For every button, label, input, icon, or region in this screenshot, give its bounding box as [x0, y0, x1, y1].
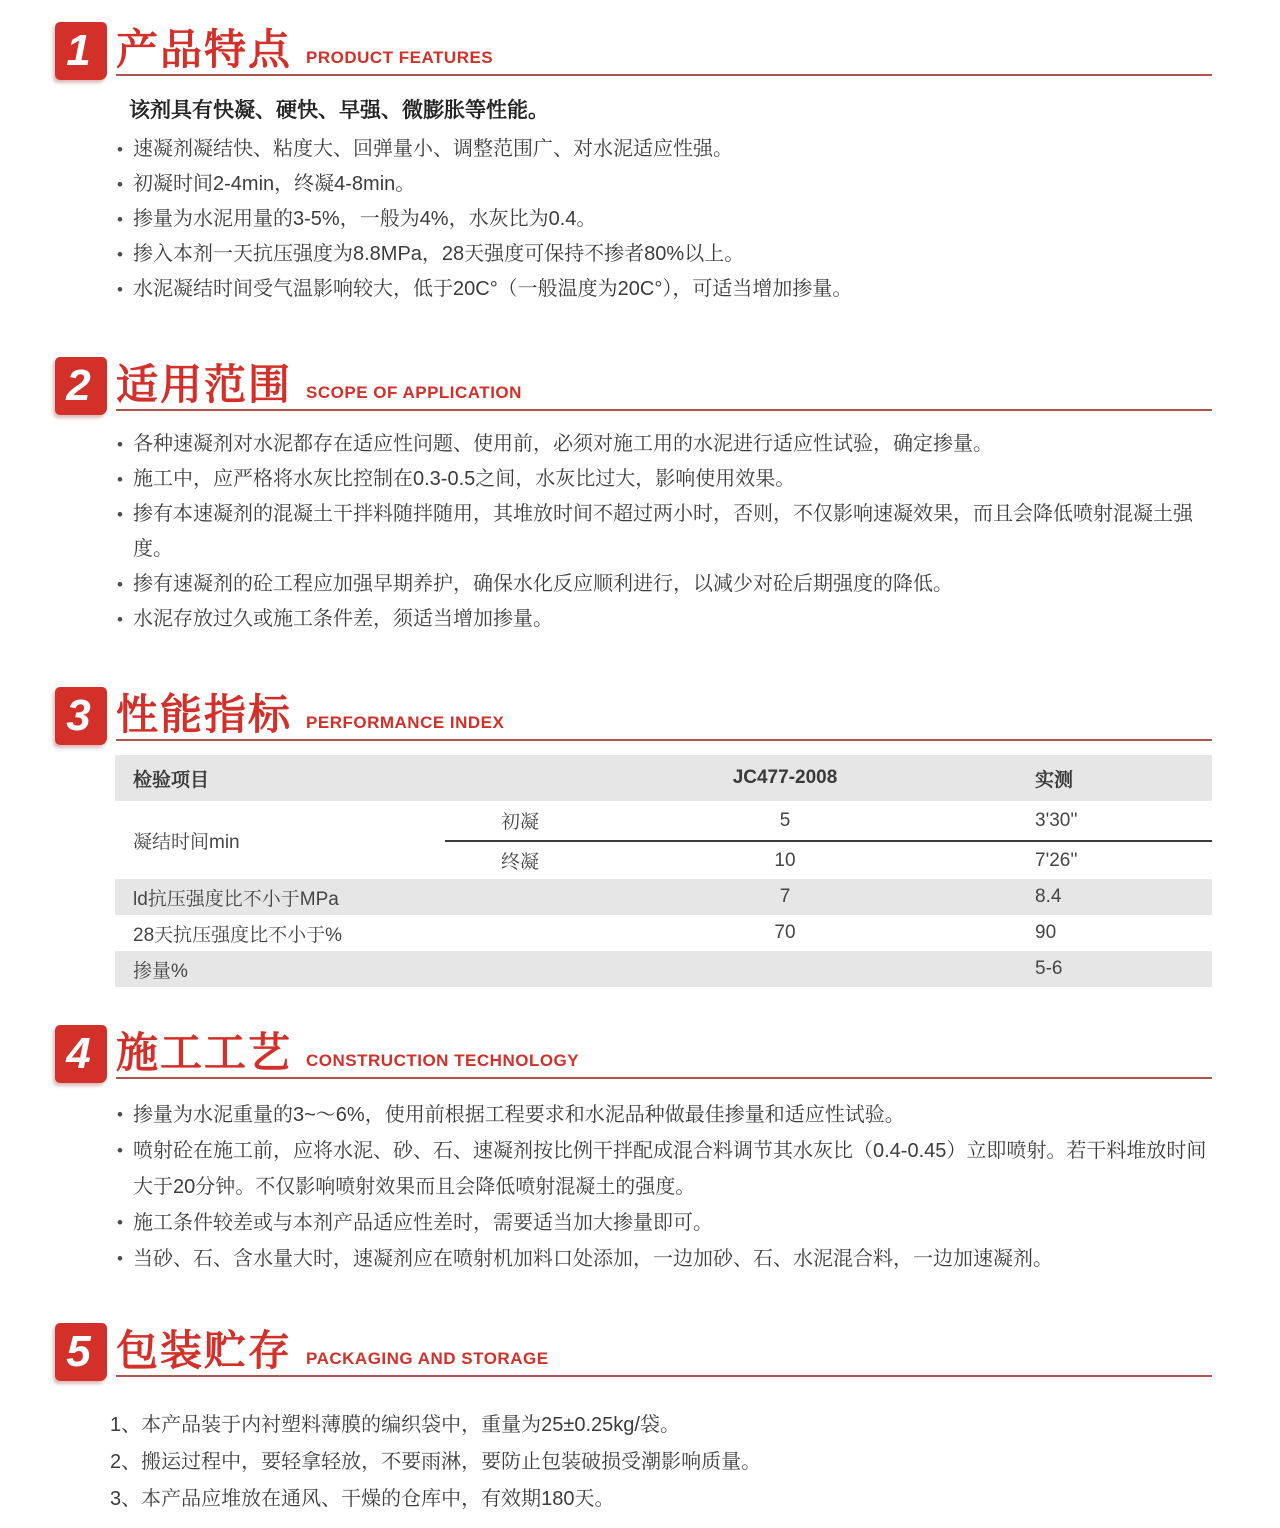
section-4-bullet-list [115, 1097, 1212, 1277]
bullet-item: • 施工条件较差或与本剂产品适应性差时，需要适当加大掺量即可。 [115, 1205, 1212, 1241]
subrow-measured-value: 7'26'' [1035, 849, 1078, 871]
section-1-header [55, 22, 1212, 80]
row-label: 掺量% [133, 960, 188, 982]
section-4-header [55, 1025, 1212, 1083]
section-2-header [55, 357, 1212, 415]
row-label: 28天抗压强度比不小于% [133, 924, 343, 946]
section-construction-technology [55, 1025, 1212, 1277]
section-3-header [55, 687, 1212, 745]
bullet-item: • 水泥存放过久或施工条件差，须适当增加掺量。 [115, 602, 1212, 637]
section-1-number-badge: 1 [55, 22, 107, 80]
bullet-item: • 喷射砼在施工前，应将水泥、砂、石、速凝剂按比例干拌配成混合料调节其水灰比（0.4-0.45）立即喷射。若干料堆放时间大于20分钟。不仅影响喷射效果而且会降低喷射混凝土的强度。 [115, 1133, 1212, 1205]
section-4-number-badge: 4 [55, 1025, 107, 1083]
subrow-label: 初凝 [500, 812, 539, 833]
subrow-standard-value: 5 [779, 809, 791, 831]
bullet-item: • 施工中，应严格将水灰比控制在0.3-0.5之间，水灰比过大，影响使用效果。 [115, 462, 1212, 497]
section-3-number-badge: 3 [55, 687, 107, 745]
row-standard-value: 70 [774, 922, 796, 943]
section-5-subtitle: PACKAGING AND STORAGE [306, 1349, 549, 1368]
section-1-subtitle: PRODUCT FEATURES [306, 48, 494, 67]
section-2-subtitle: SCOPE OF APPLICATION [306, 383, 522, 402]
bullet-item: • 速凝剂凝结快、粘度大、回弹量小、调整范围广、对水泥适应性强。 [115, 132, 1212, 167]
bullet-item: • 掺有本速凝剂的混凝土干拌料随拌随用，其堆放时间不超过两小时，否则，不仅影响速凝效果，而且会降低喷射混凝土强度。 [115, 497, 1212, 567]
section-2-number-badge: 2 [55, 357, 107, 415]
row-standard-value: 7 [779, 886, 791, 907]
table-row-1d-strength [115, 879, 1212, 915]
row-measured-value: 5-6 [1035, 958, 1063, 979]
setting-time-label: 凝结时间min [133, 831, 240, 853]
section-4-subtitle: CONSTRUCTION TECHNOLOGY [306, 1051, 580, 1070]
table-subrow-final-set [445, 840, 1212, 879]
section-performance-index [55, 687, 1212, 987]
section-product-features [55, 22, 1212, 307]
subrow-label: 终凝 [500, 852, 539, 873]
section-5-rule [116, 1323, 1212, 1377]
section-5-header [55, 1323, 1212, 1381]
bullet-item: • 各种速凝剂对水泥都存在适应性问题、使用前，必须对施工用的水泥进行适应性试验，确定掺量。 [115, 427, 1212, 462]
bullet-item: • 掺有速凝剂的砼工程应加强早期养护，确保水化反应顺利进行，以减少对砼后期强度的降低。 [115, 567, 1212, 602]
section-5-numbered-list [110, 1407, 1212, 1518]
table-header-row [115, 755, 1212, 801]
bullet-item: • 掺入本剂一天抗压强度为8.8MPa，28天强度可保持不掺者80%以上。 [115, 237, 1212, 272]
section-5-title: 包装贮存 [116, 1327, 293, 1374]
section-2-bullet-list [115, 427, 1212, 637]
row-label: ld抗压强度比不小于MPa [133, 888, 339, 910]
section-1-intro: 该剂具有快凝、硬快、早强、微膨胀等性能。 [129, 99, 549, 122]
numbered-item: 3、本产品应堆放在通风、干燥的仓库中，有效期180天。 [110, 1488, 615, 1510]
bullet-item: • 当砂、石、含水量大时，速凝剂应在喷射机加料口处添加，一边加砂、石、水泥混合料，一边加速凝剂。 [115, 1241, 1212, 1277]
section-4-content [115, 1097, 1212, 1277]
section-3-subtitle: PERFORMANCE INDEX [306, 713, 505, 732]
table-subrow-initial-set [445, 801, 1212, 840]
section-scope-of-application [55, 357, 1212, 637]
subrow-standard-value: 10 [774, 849, 796, 871]
performance-table [115, 755, 1212, 987]
table-row-dosage [115, 951, 1212, 987]
setting-time-subrows [445, 801, 1212, 879]
section-3-title: 性能指标 [116, 691, 293, 738]
table-row-setting-time [115, 801, 1212, 879]
section-2-title: 适用范围 [116, 361, 293, 408]
table-header-item: 检验项目 [133, 769, 210, 791]
bullet-item: • 掺量为水泥重量的3~～6%，使用前根据工程要求和水泥品种做最佳掺量和适应性试验。 [115, 1097, 1212, 1133]
section-packaging-and-storage [55, 1323, 1212, 1518]
table-header-standard: JC477-2008 [732, 767, 838, 788]
bullet-item: • 初凝时间2-4min，终凝4-8min。 [115, 167, 1212, 202]
section-2-rule [116, 357, 1212, 411]
row-measured-value: 90 [1035, 922, 1057, 943]
section-4-title: 施工工艺 [116, 1029, 293, 1076]
bullet-item: • 水泥凝结时间受气温影响较大，低于20C°（一般温度为20C°），可适当增加掺量。 [115, 272, 1212, 307]
table-row-28d-strength [115, 915, 1212, 951]
section-2-content [115, 427, 1212, 637]
subrow-measured-value: 3'30'' [1035, 809, 1078, 831]
section-5-number-badge: 5 [55, 1323, 107, 1381]
section-3-rule [116, 687, 1212, 741]
row-measured-value: 8.4 [1035, 886, 1062, 907]
table-header-measured: 实测 [1035, 769, 1074, 791]
section-1-rule [116, 22, 1212, 76]
section-1-title: 产品特点 [116, 26, 293, 73]
section-4-rule [116, 1025, 1212, 1079]
numbered-item: 1、本产品装于内衬塑料薄膜的编织袋中，重量为25±0.25kg/袋。 [110, 1414, 680, 1436]
bullet-item: • 掺量为水泥用量的3-5%，一般为4%，水灰比为0.4。 [115, 202, 1212, 237]
section-1-bullet-list [115, 132, 1212, 307]
section-1-content [115, 94, 1212, 307]
numbered-item: 2、搬运过程中，要轻拿轻放，不要雨淋，要防止包装破损受潮影响质量。 [110, 1451, 762, 1473]
